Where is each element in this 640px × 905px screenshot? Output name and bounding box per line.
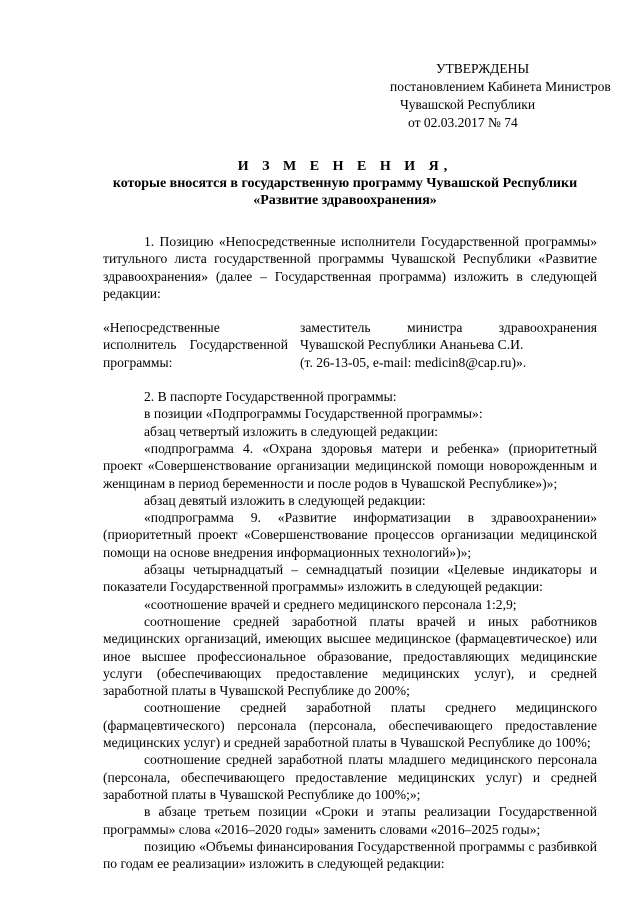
document-body: [103, 233, 597, 872]
executor-table: [103, 319, 597, 371]
paragraph: «подпрограмма 4. «Охрана здоровья матери и ребенка» (приоритетный проект «Совершенствование организации медицинской помощи новорожденным и женщинам в период беременности и после родов в Чувашской Республике»)»;: [103, 440, 597, 491]
executor-table-left: «Непосредственные исполнитель Государственной программы:: [103, 320, 288, 370]
paragraph: «соотношение врачей и среднего медицинского персонала 1:2,9;: [144, 596, 517, 612]
title-line-1: которые вносятся в государственную программу Чувашской Республики: [112, 176, 578, 191]
approval-line-approved: УТВЕРЖДЕНЫ: [436, 61, 530, 76]
title-heading: И З М Е Н Е Н И Я,: [237, 159, 453, 174]
paragraph: абзац девятый изложить в следующей редакции:: [144, 492, 426, 508]
executor-table-right-text: заместитель министра здравоохранения Чувашской Республики Ананьева С.И.: [300, 320, 597, 353]
approval-block: [390, 60, 610, 132]
paragraph: соотношение средней заработной платы среднего медицинского (фармацевтического) персонала (персонала, обеспечивающего предоставление медицинских услуг) и средней заработной платы в Чувашской Республике до 100%;: [103, 700, 597, 751]
paragraph: 2. В паспорте Государственной программы:: [144, 389, 397, 405]
paragraph: соотношение средней заработной платы врачей и иных работников медицинских организаций, имеющих высшее медицинское (фармацевтическое) или иное высшее профессиональное образование, предоставляющих медицинские услуги (обеспечивающих предоставление медицинских услуг), и средней заработной платы в Чувашской Республике до 200%;: [103, 613, 597, 699]
paragraph: позицию «Объемы финансирования Государственной программы с разбивкой по годам ее реализации» изложить в следующей редакции:: [103, 838, 597, 872]
title-line-2: «Развитие здравоохранения»: [253, 193, 437, 208]
paragraph: «подпрограмма 9. «Развитие информатизации в здравоохранении» (приоритетный проект «Совершенствование процессов организации медицинской помощи на основе внедрения информационных технологий»)»;: [103, 510, 597, 560]
paragraph: в абзаце третьем позиции «Сроки и этапы реализации Государственной программы» слова «2016–2020 годы» заменить словами «2016–2025 годы»;: [103, 804, 597, 837]
approval-line-date-number: от 02.03.2017 № 74: [408, 115, 518, 130]
executor-table-right-contact: (т. 26-13-05, e-mail: medicin8@cap.ru)».: [300, 354, 527, 370]
paragraph-1: 1. Позицию «Непосредственные исполнители Государственной программы» титульного листа государственной программы Чувашской Республики «Развитие здравоохранения» (далее – Государственная программа) изложить в следующей редакции:: [103, 234, 597, 301]
approval-line-resolution: постановлением Кабинета Министров: [390, 79, 611, 94]
approval-line-republic: Чувашской Республики: [400, 97, 536, 112]
executor-table-right: [300, 319, 597, 371]
paragraph: соотношение средней заработной платы младшего медицинского персонала (персонала, обеспечивающего предоставление медицинских услуг) и средней заработной платы в Чувашской Республике до 100%;»;: [103, 752, 597, 802]
paragraph: абзац четвертый изложить в следующей редакции:: [144, 423, 439, 439]
paragraph: абзацы четырнадцатый – семнадцатый позиции «Целевые индикаторы и показатели Государственной программы» изложить в следующей редакции:: [103, 562, 597, 595]
paragraph: в позиции «Подпрограммы Государственной программы»:: [144, 406, 483, 422]
document-title: [100, 158, 590, 209]
